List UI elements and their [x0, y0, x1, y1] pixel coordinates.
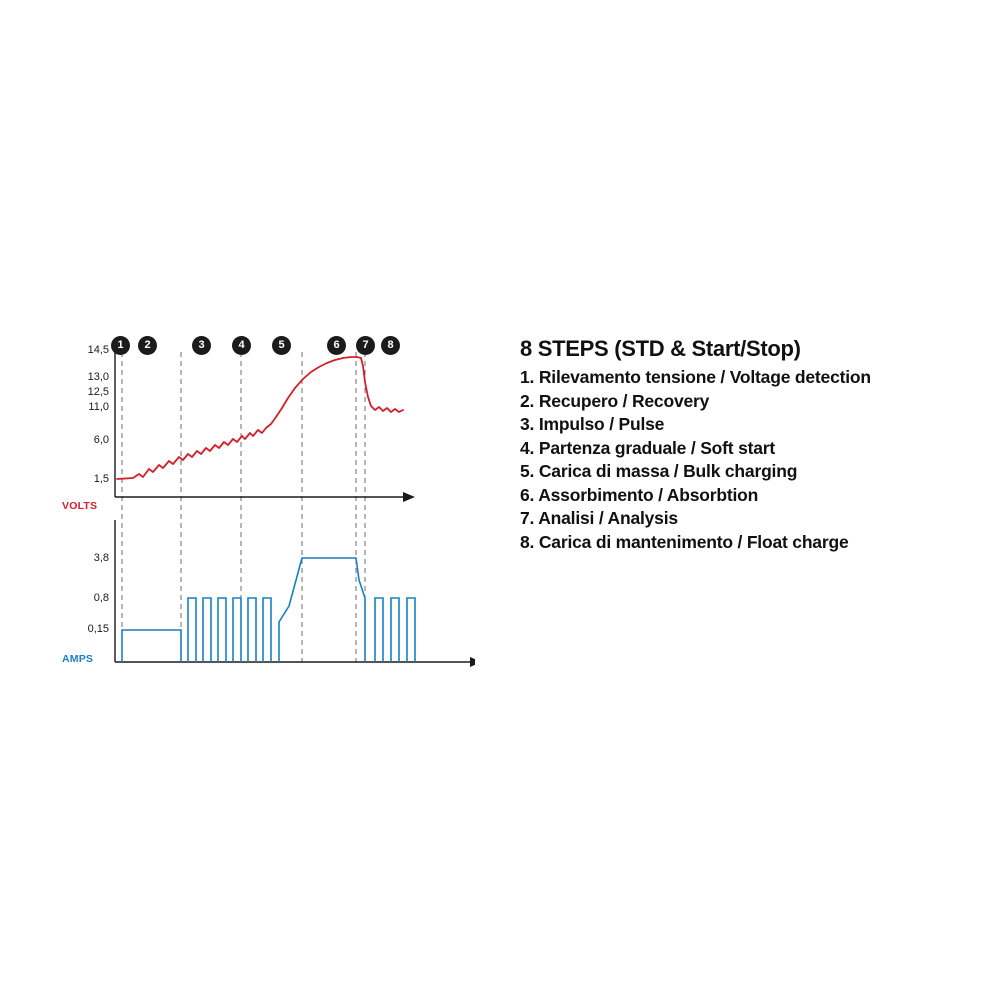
volts-x-axis-arrow — [403, 492, 415, 502]
step-badge-4: 4 — [232, 336, 251, 355]
step-badge-1: 1 — [111, 336, 130, 355]
amps-float-bars — [375, 598, 415, 662]
legend-item-4: 4. Partenza graduale / Soft start — [520, 437, 776, 458]
volts-tick-14-5: 14,5 — [87, 344, 109, 356]
legend-item-6: 6. Assorbimento / Absorbtion — [520, 484, 759, 505]
amps-pulse-bars — [188, 598, 271, 662]
volts-tick-13-0: 13,0 — [87, 371, 109, 383]
chart-canvas — [55, 330, 475, 690]
step-badge-8: 8 — [381, 336, 400, 355]
legend-item-8: 8. Carica di mantenimento / Float charge — [520, 531, 849, 552]
volts-tick-12-5: 12,5 — [87, 386, 109, 398]
amps-axis-label: AMPS — [62, 653, 94, 665]
legend-title: 8 STEPS (STD & Start/Stop) — [520, 336, 801, 361]
step-badge-6: 6 — [327, 336, 346, 355]
steps-legend — [520, 336, 960, 554]
volts-tick-6-0: 6,0 — [93, 434, 109, 446]
step-badge-5: 5 — [272, 336, 291, 355]
volts-axes — [115, 350, 403, 497]
amps-x-axis-arrow — [470, 657, 475, 667]
volts-axis-label: VOLTS — [62, 500, 98, 512]
legend-item-7: 7. Analisi / Analysis — [520, 508, 678, 528]
charge-curve-chart — [55, 330, 475, 690]
volts-tick-1-5: 1,5 — [93, 473, 109, 485]
amps-tick-3-8: 3,8 — [93, 552, 109, 564]
amps-tick-0-15: 0,15 — [87, 623, 109, 635]
amps-bulk-curve — [279, 558, 365, 662]
voltage-curve — [117, 357, 403, 479]
step-badge-2: 2 — [138, 336, 157, 355]
legend-item-3: 3. Impulso / Pulse — [520, 414, 665, 434]
volts-tick-11-0: 11,0 — [88, 401, 109, 413]
amps-detection-plateau — [122, 630, 181, 662]
legend-item-2: 2. Recupero / Recovery — [520, 390, 710, 411]
amps-tick-0-8: 0,8 — [93, 592, 109, 604]
step-badge-3: 3 — [192, 336, 211, 355]
legend-item-1: 1. Rilevamento tensione / Voltage detection — [520, 367, 871, 387]
step-badge-7: 7 — [356, 336, 375, 355]
legend-item-5: 5. Carica di massa / Bulk charging — [520, 461, 798, 481]
step-divider-lines — [122, 352, 365, 662]
